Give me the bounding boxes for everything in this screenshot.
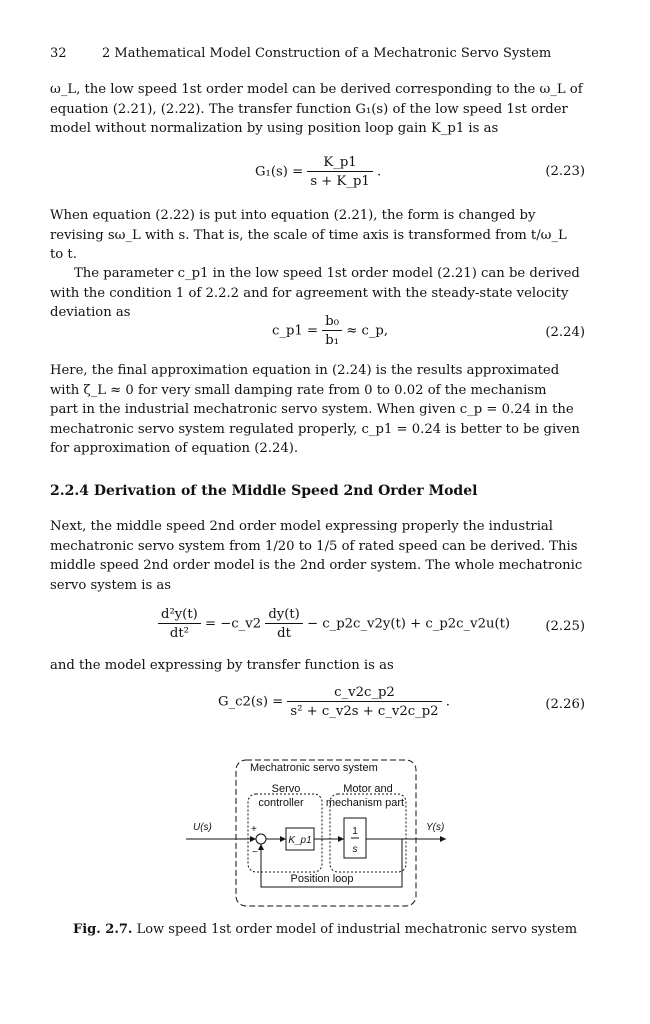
integrator-denominator: s (352, 844, 358, 855)
block-diagram (0, 750, 650, 915)
equation-number: (2.24) (545, 325, 585, 340)
text-line: Here, the final approximation equation in (2.24) is the results approximated (50, 363, 560, 378)
summing-junction (256, 834, 266, 844)
text-line: When equation (2.22) is put into equation (2.21), the form is changed by (50, 208, 536, 223)
motor-label: mechanism part (325, 797, 405, 809)
text-line: mechatronic servo system from 1/20 to 1/5 of rated speed can be derived. This (50, 538, 578, 554)
gain-label: K_p1 (288, 835, 312, 846)
output-label: Y(s) (426, 822, 445, 833)
eq-numerator: K_p1 (307, 155, 372, 172)
system-label: Mechatronic servo system (250, 762, 378, 774)
figure-caption-text: Low speed 1st order model of industrial mechatronic servo system (136, 922, 578, 937)
text-line: model without normalization by using position loop gain K_p1 is as (50, 121, 499, 136)
text-line: to t. (50, 247, 77, 262)
minus-sign: − (252, 847, 258, 858)
text-line: equation (2.21), (2.22). The transfer function G₁(s) of the low speed 1st order (50, 101, 568, 117)
arrow-head (250, 836, 256, 842)
integrator-numerator: 1 (352, 826, 358, 837)
eq-fraction-mid (265, 607, 302, 641)
equation-number: (2.23) (545, 164, 585, 179)
arrow-head (280, 836, 286, 842)
paragraph-approximation (50, 361, 585, 459)
servo-label: Servo (271, 783, 301, 795)
arrow-head (258, 844, 264, 850)
paragraph-middle-speed (50, 517, 585, 595)
eq-fraction-lhs (158, 607, 201, 641)
eq-denominator: b₁ (325, 333, 339, 348)
eq-numerator: c_v2c_p2 (287, 685, 441, 702)
text-line: middle speed 2nd order model is the 2nd order system. The whole mechatronic (50, 558, 583, 573)
paragraph-transfer (50, 656, 585, 676)
text-line: deviation as (50, 305, 131, 320)
text-line: with ζ_L ≈ 0 for very small damping rate from 0 to 0.02 of the mechanism (50, 382, 547, 398)
eq-denominator: dt² (169, 626, 189, 641)
input-label: U(s) (193, 822, 212, 833)
arrow-head (338, 836, 344, 842)
section-heading: 2.2.4 Derivation of the Middle Speed 2nd Order Model (50, 483, 478, 499)
equation-number: (2.26) (545, 697, 585, 712)
eq-fraction (322, 314, 342, 348)
text-line: ω_L, the low speed 1st order model can be derived corresponding to the ω_L of (50, 82, 583, 97)
eq-denominator: s + K_p1 (310, 174, 370, 189)
text-line: and the model expressing by transfer function is as (50, 658, 394, 673)
page: 32 2 Mathematical Model Construction of a Mechatronic Servo System ω_L, the low speed 1st order model can be derived corresponding to the ω_L of equation (2.21), (2.22). The transfer function G₁(s) of the low speed 1st order model without normalization by using position loop gain K_p1 is as G₁(s) = $\frac{K\_p1}{s + K\_p1}$ . (2.23) When equation (2.22) is put into equation (2.21), the form is changed by revising sω_L with s. That is, the scale of time axis is transformed from t/ω_L to t. The parameter c_p1 in the low speed 1st order model (2.21) can be derived with the condition 1 of 2.2.2 and for agreement with the steady-state velocity deviation as c_p1 = $\frac{\text{b₀}}{\text{b₁}}$ ≈ c_p, (2.24) Here, the final approximation equation in (2.24) is the results approximated with ζ_L ≈ 0 for very small damping rate from 0 to 0.02 of the mechanism part in the industrial mechatronic servo system. When given c_p = 0.24 in the mechatronic servo system regulated properly, c_p1 = 0.24 is better to be given for approximation of equation (2.24). 2.2.4 Derivation of the Middle Speed 2nd Order Model Next, the middle speed 2nd order model expressing properly the industrial mechatronic servo system from 1/20 to 1/5 of rated speed can be derived. This middle speed 2nd order model is the 2nd order system. The whole mechatronic servo system is as $\frac{\text{d²y(t)}}{\text{dt²}}$ = −c_v2 $\frac{dy(t)}{dt}$ − c_p2c_v2y(t) + c_p2c_v2u(t) (2.25) and the model expressing by transfer function is as G_c2(s) = $\frac{c\_v2c\_p2}{\text{s² + c\_v2s + c\_v2c\_p2}}$ . (2.26) Mechatronic servo system Servo controller Motor and mechanism part U(s) Y(s) + − K_p1 1 s Position loop Fig. 2.7. Low speed 1st order model of industrial mechatronic servo system (0, 0, 650, 1024)
eq-lhs: c_p1 = (272, 323, 319, 339)
eq-denominator: s² + c_v2s + c_v2c_p2 (290, 704, 439, 719)
eq-lhs: G_c2(s) = (218, 694, 284, 710)
page-number: 32 (50, 46, 67, 61)
equation-number: (2.25) (545, 619, 585, 634)
text-line: mechatronic servo system regulated properly, c_p1 = 0.24 is better to be given (50, 421, 580, 437)
motor-label: Motor and (343, 783, 393, 795)
eq-numerator: d²y(t) (158, 607, 201, 624)
text-line: revising sω_L with s. That is, the scale of time axis is transformed from t/ω_L (50, 227, 567, 243)
text-line: for approximation of equation (2.24). (50, 441, 299, 456)
running-title: 2 Mathematical Model Construction of a Mechatronic Servo System (102, 46, 552, 61)
text-line: The parameter c_p1 in the low speed 1st order model (2.21) can be derived (74, 266, 580, 281)
figure-caption (0, 922, 650, 937)
text-line: servo system is as (50, 577, 172, 593)
text-line: with the condition 1 of 2.2.2 and for agreement with the steady-state velocity (50, 285, 569, 301)
eq-end: . (445, 694, 450, 710)
text-line: part in the industrial mechatronic servo system. When given c_p = 0.24 in the (50, 402, 574, 417)
eq-denominator: dt (277, 626, 291, 641)
eq-equals: = −c_v2 (204, 616, 262, 632)
eq-rest: − c_p2c_v2y(t) + c_p2c_v2u(t) (307, 616, 511, 632)
plus-sign: + (251, 824, 257, 835)
eq-numerator: dy(t) (265, 607, 302, 624)
eq-numerator: b₀ (322, 314, 342, 331)
paragraph-intro (50, 80, 585, 139)
eq-fraction (287, 685, 441, 719)
text-line: Next, the middle speed 2nd order model expressing properly the industrial (50, 519, 553, 534)
eq-lhs: G₁(s) = (255, 164, 304, 180)
figure-label: Fig. 2.7. (72, 922, 133, 937)
eq-fraction (307, 155, 372, 189)
loop-label: Position loop (290, 873, 354, 885)
eq-rhs: ≈ c_p, (346, 323, 389, 339)
arrow-head (440, 836, 446, 842)
paragraph-time-scale (50, 206, 585, 265)
servo-label: controller (258, 797, 304, 809)
